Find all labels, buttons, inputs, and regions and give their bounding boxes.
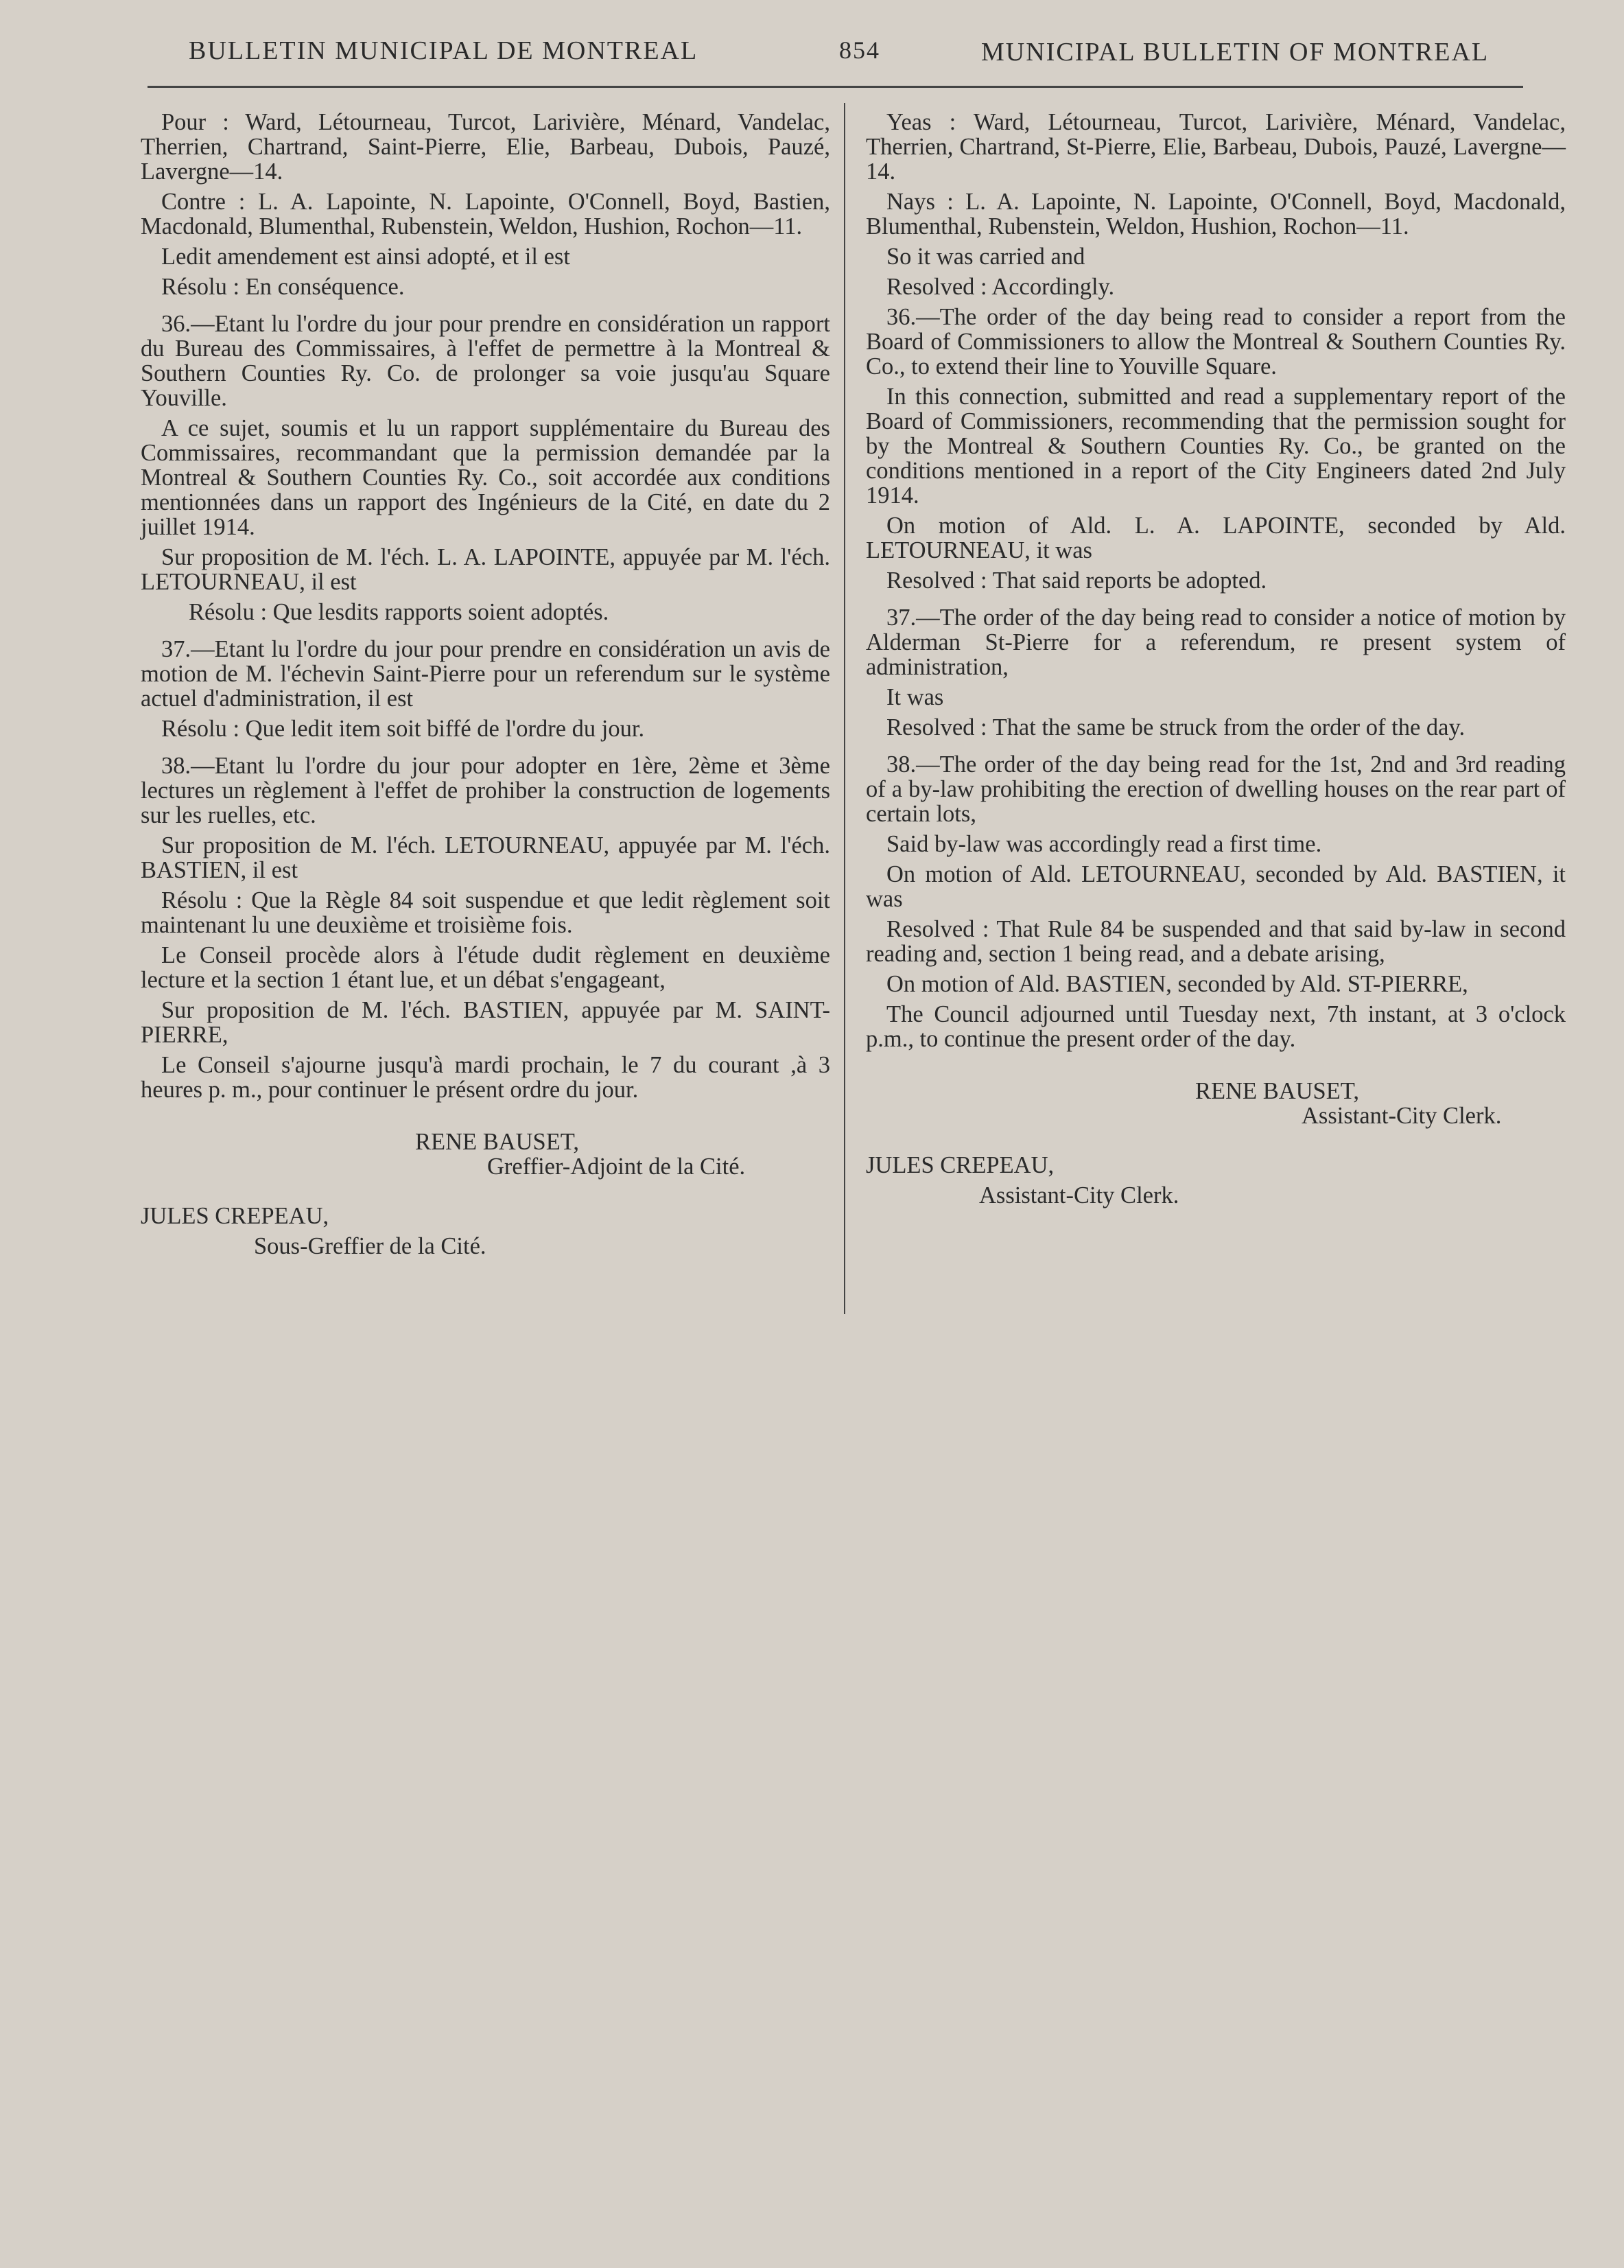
french-paragraph: Sur proposition de M. l'éch. L. A. LAPOINTE, appuyée par M. l'éch. LETOURNEAU, il est [141,544,830,595]
french-paragraph: 37.—Etant lu l'ordre du jour pour prendre en considération un avis de motion de M. l'échevin Saint-Pierre pour un referendum sur le système actuel d'administration, il est [141,636,830,712]
french-paragraph: Résolu : Que la Règle 84 soit suspendue et que ledit règlement soit maintenant lu une deuxième et troisième fois. [141,887,830,938]
french-paragraph: Contre : L. A. Lapointe, N. Lapointe, O'Connell, Boyd, Bastien, Macdonald, Blumenthal, Rubenstein, Weldon, Hushion, Rochon—11. [141,189,830,239]
french-paragraph: Résolu : En conséquence. [161,274,405,300]
french-paragraph: 36.—Etant lu l'ordre du jour pour prendre en considération un rapport du Bureau des Commissaires, à l'effet de permettre à la Montreal & Southern Counties Ry. Co. de prolonger sa voie jusqu'au Square Youville. [141,311,830,411]
french-clerk-title: Sous-Greffier de la Cité. [254,1233,486,1259]
header-rule [148,86,1523,88]
english-paragraph: The Council adjourned until Tuesday next, 7th instant, at 3 o'clock p.m., to continue the present order of the day. [866,1001,1566,1052]
english-paragraph: On motion of Ald. L. A. LAPOINTE, seconded by Ald. LETOURNEAU, it was [866,513,1566,563]
french-paragraph: Sur proposition de M. l'éch. LETOURNEAU, appuyée par M. l'éch. BASTIEN, il est [141,832,830,883]
english-signature-title: Assistant-City Clerk. [1302,1103,1502,1129]
english-paragraph: It was [886,684,944,710]
page-header [148,30,1523,71]
french-column [141,110,830,1264]
english-clerk-title: Assistant-City Clerk. [979,1182,1179,1208]
header-title-french: BULLETIN MUNICIPAL DE MONTREAL [189,36,698,65]
header-title-english: MUNICIPAL BULLETIN OF MONTREAL [981,38,1490,67]
french-paragraph: Ledit amendement est ainsi adopté, et il est [161,244,570,270]
english-clerk-name: JULES CREPEAU, [866,1152,1055,1178]
column-divider [844,103,845,1314]
french-paragraph: 38.—Etant lu l'ordre du jour pour adopter en 1ère, 2ème et 3ème lectures un règlement à l'effet de prohiber la construction de logements sur les ruelles, etc. [141,753,830,828]
english-paragraph: Resolved : Accordingly. [886,274,1115,300]
english-paragraph: Yeas : Ward, Létourneau, Turcot, Larivière, Ménard, Vandelac, Therrien, Chartrand, St-Pierre, Elie, Barbeau, Dubois, Pauzé, Lavergne—14. [866,109,1566,185]
english-paragraph: So it was carried and [886,244,1085,270]
french-paragraph: A ce sujet, soumis et lu un rapport supplémentaire du Bureau des Commissaires, recommandant que la permission demandée par la Montreal & Southern Counties Ry. Co., soit accordée aux conditions mentionnées dans un rapport des Ingénieurs de la Cité, en date du 2 juillet 1914. [141,415,830,540]
french-paragraph: Le Conseil s'ajourne jusqu'à mardi prochain, le 7 du courant ,à 3 heures p. m., pour continuer le présent ordre du jour. [141,1052,830,1103]
french-paragraph: Résolu : Que lesdits rapports soient adoptés. [189,599,609,625]
french-signature-title: Greffier-Adjoint de la Cité. [487,1154,746,1180]
english-paragraph: Said by-law was accordingly read a first time. [886,831,1322,857]
english-paragraph: On motion of Ald. LETOURNEAU, seconded by Ald. BASTIEN, it was [866,861,1566,912]
french-paragraph: Sur proposition de M. l'éch. BASTIEN, appuyée par M. SAINT-PIERRE, [141,997,830,1048]
english-paragraph: 37.—The order of the day being read to consider a notice of motion by Alderman St-Pierre for a referendum, re present system of administration, [866,605,1566,680]
english-paragraph: On motion of Ald. BASTIEN, seconded by Ald. ST-PIERRE, [886,971,1468,997]
french-paragraph: Résolu : Que ledit item soit biffé de l'ordre du jour. [161,716,645,742]
french-paragraph: Le Conseil procède alors à l'étude dudit règlement en deuxième lecture et la section 1 étant lue, et un débat s'engageant, [141,942,830,993]
english-paragraph: Resolved : That Rule 84 be suspended and that said by-law in second reading and, section 1 being read, and a debate arising, [866,916,1566,967]
english-paragraph: In this connection, submitted and read a supplementary report of the Board of Commissioners, recommending that the permission sought for by the Montreal & Southern Counties Ry. Co., be granted on the conditions mentioned in a report of the City Engineers dated 2nd July 1914. [866,384,1566,508]
french-clerk-name: JULES CREPEAU, [141,1203,329,1229]
english-paragraph: 36.—The order of the day being read to consider a report from the Board of Commissioners to allow the Montreal & Southern Counties Ry. Co., to extend their line to Youville Square. [866,304,1566,379]
french-paragraph: Pour : Ward, Létourneau, Turcot, Larivière, Ménard, Vandelac, Therrien, Chartrand, Saint-Pierre, Elie, Barbeau, Dubois, Pauzé, Lavergne—14. [141,109,830,185]
french-signature-name: RENE BAUSET, [415,1129,579,1155]
english-paragraph: Resolved : That the same be struck from the order of the day. [886,714,1466,740]
english-column [866,110,1566,1213]
english-signature-name: RENE BAUSET, [1195,1078,1359,1104]
english-paragraph: Nays : L. A. Lapointe, N. Lapointe, O'Connell, Boyd, Macdonald, Blumenthal, Rubenstein, Weldon, Hushion, Rochon—11. [866,189,1566,239]
english-paragraph: 38.—The order of the day being read for the 1st, 2nd and 3rd reading of a by-law prohibiting the erection of dwelling houses on the rear part of certain lots, [866,751,1566,827]
english-paragraph: Resolved : That said reports be adopted. [886,568,1267,594]
page-number: 854 [839,36,880,64]
